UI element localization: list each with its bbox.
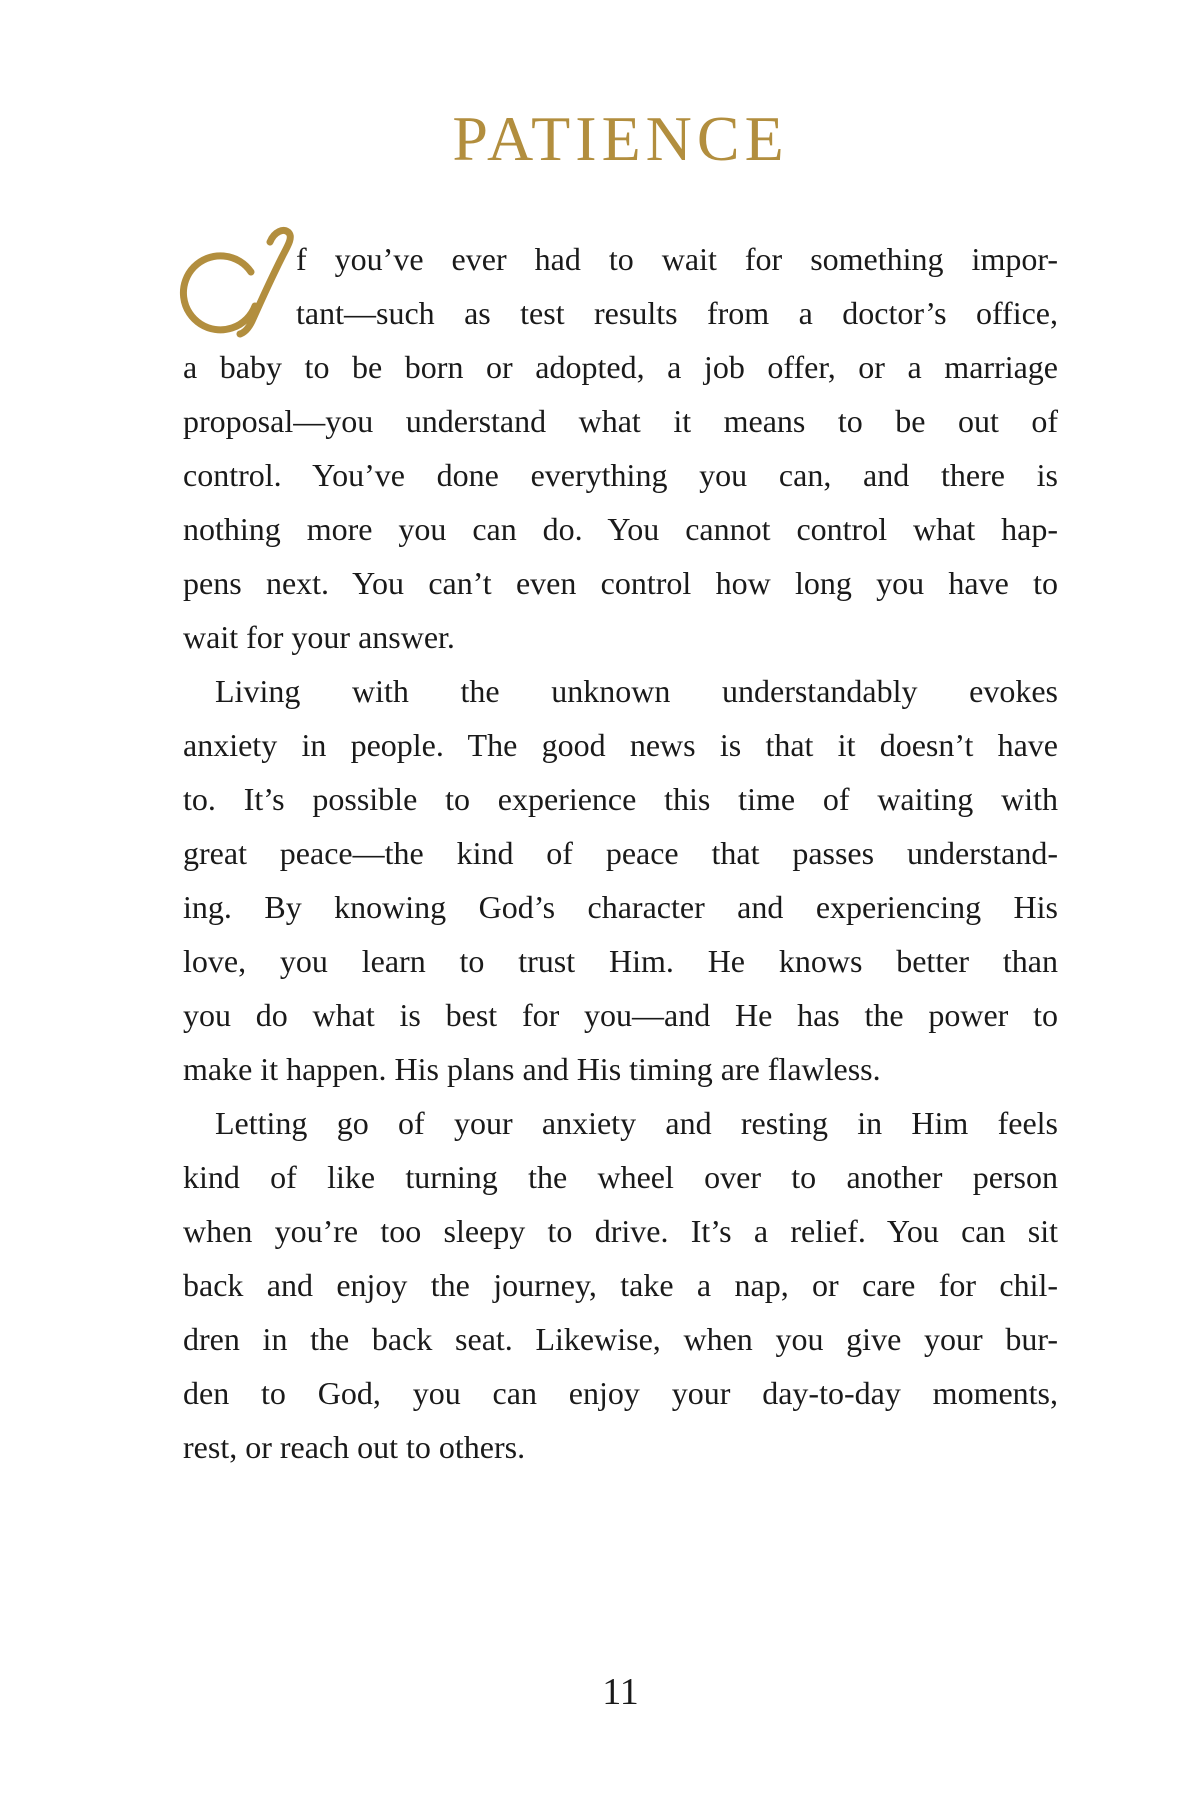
page-body xyxy=(183,232,1058,1474)
text-line: anxiety in people. The good news is that it doesn’t have xyxy=(183,727,1058,763)
paragraph xyxy=(183,664,1058,1096)
text-line: make it happen. His plans and His timing are flawless. xyxy=(183,1051,881,1087)
text-line: tant—such as test results from a doctor’s office, xyxy=(296,295,1058,331)
text-line: back and enjoy the journey, take a nap, or care for chil- xyxy=(183,1267,1058,1303)
text-line: pens next. You can’t even control how long you have to xyxy=(183,565,1058,601)
text-line: kind of like turning the wheel over to another person xyxy=(183,1159,1058,1195)
paragraph xyxy=(183,1096,1058,1474)
text-line: ing. By knowing God’s character and experiencing His xyxy=(183,889,1058,925)
text-line: control. You’ve done everything you can, and there is xyxy=(183,457,1058,493)
text-line: to. It’s possible to experience this time of waiting with xyxy=(183,781,1058,817)
text-line: den to God, you can enjoy your day-to-day moments, xyxy=(183,1375,1058,1411)
text-column xyxy=(183,0,1058,1474)
page-number: 11 xyxy=(602,1671,639,1713)
text-line: Letting go of your anxiety and resting in Him feels xyxy=(215,1105,1058,1141)
text-line: a baby to be born or adopted, a job offer, or a marriage xyxy=(183,349,1058,385)
text-line: Living with the unknown understandably evokes xyxy=(215,673,1058,709)
paragraph xyxy=(183,232,1058,664)
text-line: when you’re too sleepy to drive. It’s a relief. You can sit xyxy=(183,1213,1058,1249)
text-line: rest, or reach out to others. xyxy=(183,1429,526,1465)
text-line: wait for your answer. xyxy=(183,619,455,655)
text-line: love, you learn to trust Him. He knows better than xyxy=(183,943,1058,979)
text-line: nothing more you can do. You cannot control what hap- xyxy=(183,511,1058,547)
drop-cap xyxy=(183,232,296,340)
text-line: dren in the back seat. Likewise, when you give your bur- xyxy=(183,1321,1058,1357)
page-title: PATIENCE xyxy=(452,103,789,174)
text-line: you do what is best for you—and He has the power to xyxy=(183,997,1058,1033)
text-line: proposal—you understand what it means to be out of xyxy=(183,403,1058,439)
drop-cap-swash-letter xyxy=(183,226,296,338)
text-line: great peace—the kind of peace that passes understand- xyxy=(183,835,1058,871)
text-line: f you’ve ever had to wait for something impor- xyxy=(296,241,1058,277)
